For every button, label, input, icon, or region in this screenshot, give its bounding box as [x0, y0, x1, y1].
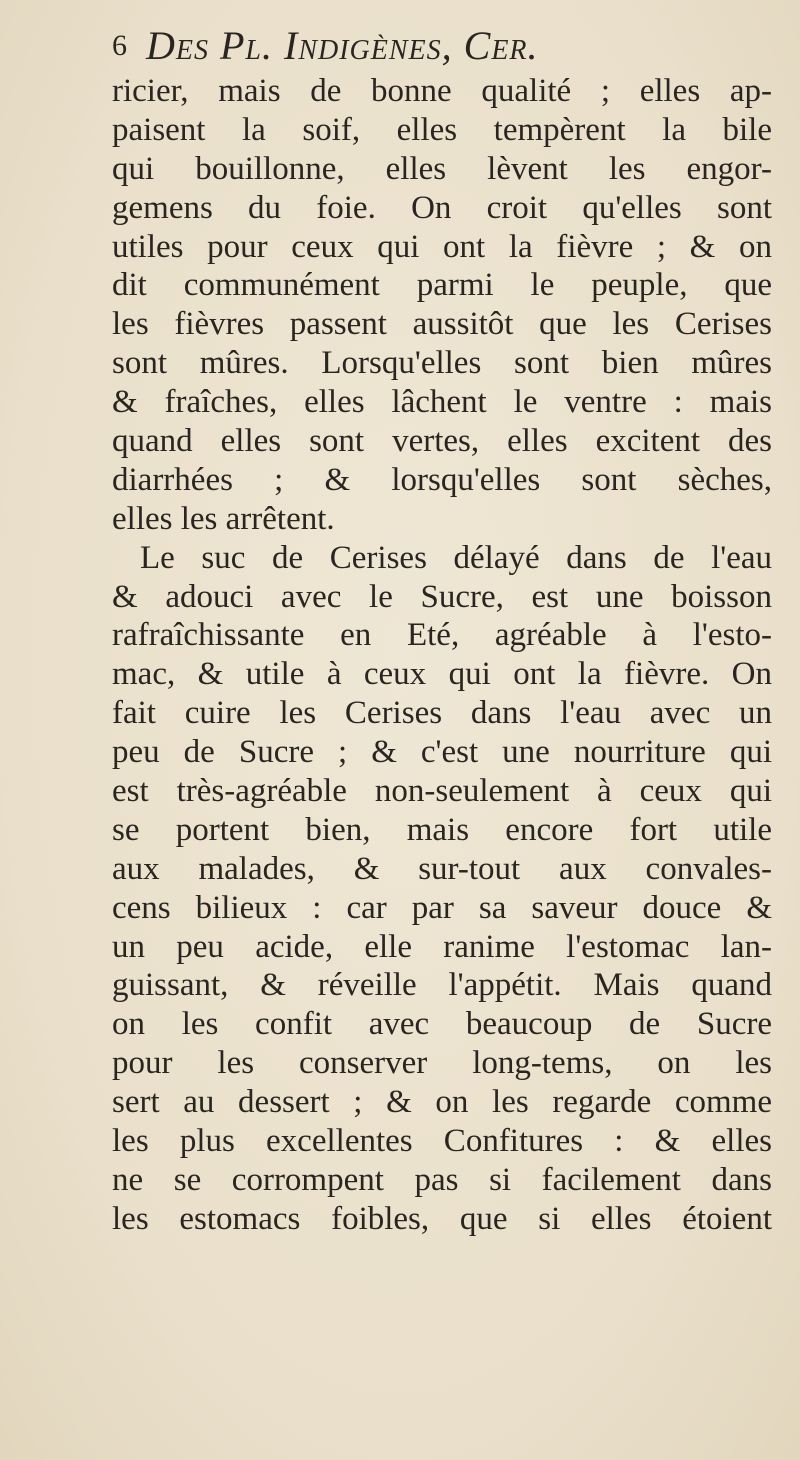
text-line: paisent la soif, elles tempèrent la bile [112, 111, 772, 148]
paragraph-2 [112, 539, 772, 1239]
text-line: Le suc de Cerises délayé dans de l'eau [140, 539, 772, 576]
text-line: dit communément parmi le peuple, que [112, 267, 772, 304]
text-line: sont mûres. Lorsqu'elles sont bien mûres [112, 345, 772, 382]
text-line: guissant, & réveille l'appétit. Mais quand [112, 967, 772, 1004]
body-text [112, 72, 772, 1239]
text-line: les plus excellentes Confitures : & elles [112, 1123, 772, 1160]
text-line: un peu acide, elle ranime l'estomac lan- [112, 928, 772, 965]
text-line: qui bouillonne, elles lèvent les engor- [112, 150, 772, 187]
text-line: peu de Sucre ; & c'est une nourriture qui [112, 734, 772, 771]
text-line: les fièvres passent aussitôt que les Cerises [112, 306, 772, 343]
text-line: rafraîchissante en Eté, agréable à l'esto- [112, 617, 772, 654]
text-line: cens bilieux : car par sa saveur douce & [112, 889, 772, 926]
text-line: & adouci avec le Sucre, est une boisson [112, 578, 772, 615]
text-line: utiles pour ceux qui ont la fièvre ; & on [112, 228, 772, 265]
text-line: se portent bien, mais encore fort utile [112, 811, 772, 848]
text-line: est très-agréable non-seulement à ceux qui [112, 773, 772, 810]
text-line: mac, & utile à ceux qui ont la fièvre. On [112, 656, 772, 693]
text-line: quand elles sont vertes, elles excitent des [112, 423, 772, 460]
paragraph-1 [112, 72, 772, 539]
page-number: 6 [112, 29, 128, 62]
text-line: diarrhées ; & lorsqu'elles sont sèches, [112, 461, 772, 498]
text-line: on les confit avec beaucoup de Sucre [112, 1006, 772, 1043]
text-line: aux malades, & sur-tout aux convales- [112, 850, 772, 887]
running-title: Des Pl. Indigènes, Cer. [146, 23, 539, 68]
text-line: & fraîches, elles lâchent le ventre : mais [112, 384, 772, 421]
text-line: pour les conserver long-tems, on les [112, 1045, 772, 1082]
text-line: fait cuire les Cerises dans l'eau avec un [112, 695, 772, 732]
text-line: sert au dessert ; & on les regarde comme [112, 1084, 772, 1121]
text-line: gemens du foie. On croit qu'elles sont [112, 189, 772, 226]
text-line: ricier, mais de bonne qualité ; elles ap- [112, 73, 772, 109]
text-line: elles les arrêtent. [112, 500, 335, 537]
text-line: les estomacs foibles, que si elles étoient [112, 1200, 772, 1237]
text-line: ne se corrompent pas si facilement dans [112, 1161, 772, 1198]
